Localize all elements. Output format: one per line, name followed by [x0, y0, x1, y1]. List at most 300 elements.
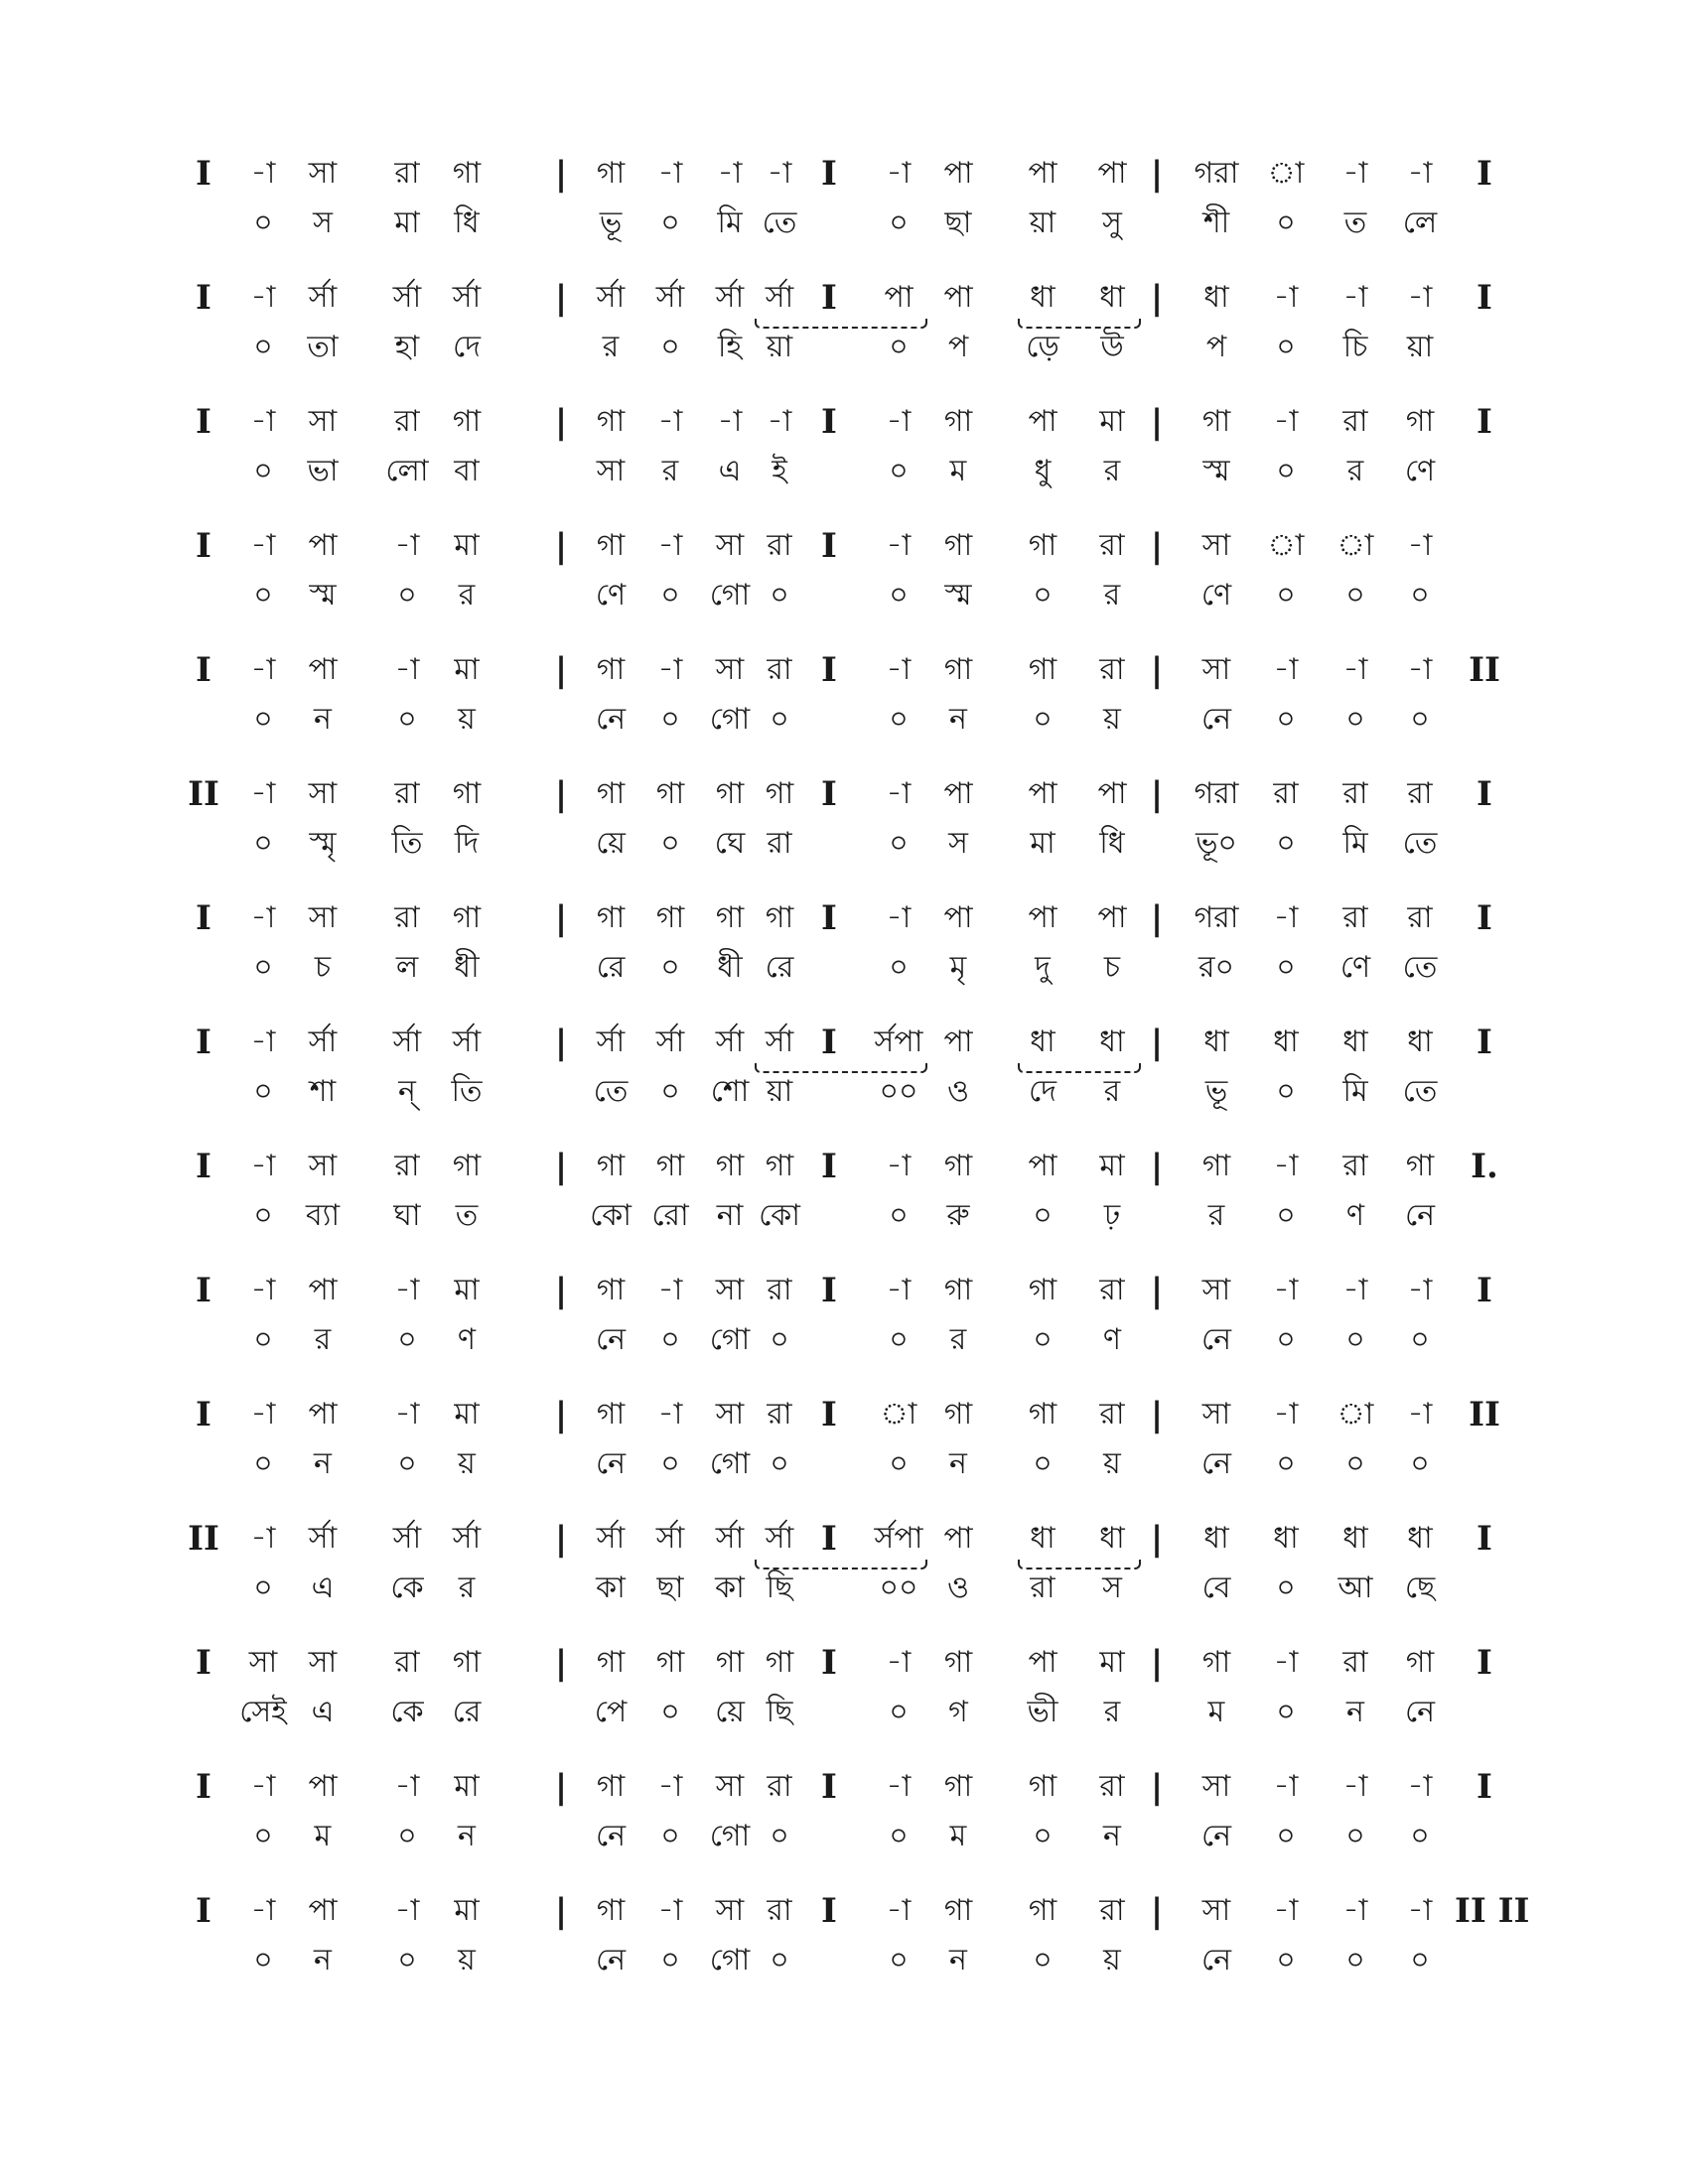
swara-note: গা [1405, 1149, 1435, 1183]
lyric-syllable: ০ [1345, 1446, 1365, 1481]
lyric-syllable: কা [596, 1570, 626, 1605]
swara-note: -া [250, 652, 276, 687]
swara-note: -া [886, 156, 912, 191]
swara-note: ধা [1342, 1521, 1368, 1556]
swara-note: -া [1407, 280, 1433, 315]
lyric-syllable: নে [1200, 702, 1232, 737]
swara-note: -া [1407, 652, 1433, 687]
lyric-syllable: ০ [1276, 205, 1296, 240]
lyric-syllable: গো [709, 702, 751, 737]
swara-note: র্সা [655, 280, 685, 315]
lyric-syllable: শো [710, 1074, 750, 1109]
swara-note: গা [765, 776, 794, 811]
lyric-syllable: নে [1200, 1322, 1232, 1357]
swara-note: -া [250, 1521, 276, 1556]
swara-note: গা [1201, 404, 1231, 439]
swara-note: ধা [1203, 1521, 1229, 1556]
swara-note: -া [1273, 652, 1299, 687]
lyric-syllable: সেই [239, 1695, 287, 1729]
bar-line: I [196, 1271, 211, 1310]
swara-note: র্সা [308, 280, 338, 315]
lyric-syllable: র [458, 578, 476, 613]
lyric-syllable: ত [1343, 205, 1367, 240]
swara-note: -া [886, 528, 912, 563]
swara-note: পা [1028, 1645, 1057, 1680]
lyric-syllable: ০ [770, 702, 789, 737]
lyric-syllable: র [1207, 1198, 1225, 1233]
swara-note: মা [454, 1273, 480, 1307]
swara-row [0, 1142, 1688, 1191]
swara-note: রা [767, 1397, 792, 1432]
lyric-syllable: য় [1103, 702, 1121, 737]
bar-line: I [196, 1767, 211, 1807]
bar-line: I [196, 1643, 211, 1683]
lyric-syllable: কো [759, 1198, 800, 1233]
swara-note: সা [715, 652, 745, 687]
lyric-syllable: তা [307, 330, 339, 364]
lyric-syllable: ণ [457, 1322, 477, 1357]
swara-note: -া [394, 1769, 420, 1804]
lyric-syllable: না [716, 1198, 744, 1233]
lyric-syllable: তি [391, 826, 423, 861]
swara-note: মা [454, 652, 480, 687]
bar-line: I [1477, 1023, 1492, 1062]
bar-line: I [196, 1147, 211, 1186]
lyric-syllable: ভূ [1204, 1074, 1228, 1109]
lyric-syllable: ল [395, 950, 419, 985]
swara-note: গা [452, 776, 482, 811]
swara-note: গা [1405, 404, 1435, 439]
lyric-syllable: ০০ [879, 1074, 918, 1109]
swara-note: গা [1405, 1645, 1435, 1680]
swara-note: গা [596, 1273, 626, 1307]
swara-note: ধা [1099, 1521, 1125, 1556]
swara-note: র্সা [715, 280, 745, 315]
swara-note: -া [1273, 1273, 1299, 1307]
lyric-syllable: লো [385, 454, 429, 488]
lyric-syllable: ০ [253, 950, 273, 985]
swara-note: রা [1342, 1149, 1368, 1183]
swara-note: পা [308, 1893, 338, 1928]
lyric-syllable: ০ [397, 702, 417, 737]
lyric-syllable: নে [595, 1943, 627, 1978]
lyric-syllable: ম [949, 454, 967, 488]
lyric-syllable: এ [311, 1695, 335, 1729]
swara-note: -া [1273, 1769, 1299, 1804]
swara-note: -া [1273, 1645, 1299, 1680]
notation-line [0, 273, 1688, 382]
lyric-syllable: র [1103, 1074, 1121, 1109]
swara-note: র্সা [596, 1024, 626, 1059]
bar-line: | [554, 526, 568, 566]
bar-line: I [821, 526, 837, 566]
bar-line: II [188, 1519, 219, 1559]
bar-line: I [821, 1767, 837, 1807]
swara-note: গা [765, 1645, 794, 1680]
swara-note: -া [1273, 404, 1299, 439]
swara-note: া [880, 1397, 917, 1432]
swara-note: -া [394, 1893, 420, 1928]
swara-note: পা [1097, 900, 1127, 935]
swara-note: সা [715, 1397, 745, 1432]
lyric-syllable: তি [451, 1074, 483, 1109]
swara-note: গা [1028, 1397, 1057, 1432]
lyric-syllable: ন [949, 702, 967, 737]
swara-note: গা [943, 1397, 973, 1432]
lyric-syllable: ম [949, 1819, 967, 1853]
swara-note: গা [1028, 528, 1057, 563]
lyric-syllable: দি [454, 826, 480, 861]
notation-line [0, 397, 1688, 506]
lyric-syllable: দে [453, 330, 481, 364]
notation-line [0, 1886, 1688, 1995]
lyric-syllable: ণ [1102, 1322, 1122, 1357]
lyric-syllable: রা [1030, 1570, 1055, 1605]
lyric-syllable: ছা [656, 1570, 684, 1605]
lyric-syllable: শী [1202, 205, 1230, 240]
swara-note: গা [943, 1893, 973, 1928]
lyric-row [0, 1315, 1688, 1365]
lyric-syllable: ০ [1276, 826, 1296, 861]
swara-row [0, 1886, 1688, 1936]
lyric-syllable: ০ [1410, 1819, 1430, 1853]
lyric-syllable: ০ [660, 1074, 680, 1109]
swara-note: রা [1407, 900, 1433, 935]
swara-note: -া [1407, 156, 1433, 191]
lyric-syllable: ০ [660, 1943, 680, 1978]
swara-note: গা [655, 1149, 685, 1183]
lyric-syllable: ০ [660, 950, 680, 985]
swara-note: পা [1028, 900, 1057, 935]
lyric-syllable: ০ [660, 1322, 680, 1357]
bar-line: I [821, 1147, 837, 1186]
lyric-row [0, 199, 1688, 248]
lyric-syllable: ও [946, 1074, 970, 1109]
swara-note: -া [1342, 652, 1368, 687]
lyric-syllable: ন [314, 702, 332, 737]
lyric-syllable: সা [596, 454, 626, 488]
lyric-syllable: ০ [889, 205, 909, 240]
swara-note: -া [657, 1397, 683, 1432]
lyric-syllable: ০ [1276, 702, 1296, 737]
lyric-syllable: ০ [889, 1446, 909, 1481]
swara-note: ধা [1407, 1024, 1433, 1059]
lyric-syllable: ভী [1027, 1695, 1058, 1729]
lyric-syllable: চ [1103, 950, 1121, 985]
swara-note: র্সা [765, 280, 794, 315]
swara-note: -া [250, 404, 276, 439]
lyric-syllable: স [313, 205, 333, 240]
swara-note: -া [250, 280, 276, 315]
swara-note: র্সপা [874, 1521, 923, 1556]
lyric-syllable: নে [595, 1446, 627, 1481]
swara-note: রা [767, 1273, 792, 1307]
bar-line: I [1477, 154, 1492, 194]
lyric-syllable: ভূ০ [1196, 826, 1237, 861]
swara-note: রা [1273, 776, 1299, 811]
lyric-syllable: য় [458, 702, 476, 737]
lyric-syllable: ন [949, 1943, 967, 1978]
lyric-syllable: চ [314, 950, 332, 985]
lyric-syllable: প [947, 330, 969, 364]
lyric-syllable: য়া [766, 1074, 793, 1109]
swara-note: -া [394, 528, 420, 563]
swara-note: গা [715, 900, 745, 935]
lyric-syllable: ণে [595, 578, 627, 613]
bar-line: II II [1455, 1891, 1530, 1931]
lyric-syllable: র [1103, 1695, 1121, 1729]
swara-note: -া [1407, 1397, 1433, 1432]
swara-note: -া [717, 404, 743, 439]
lyric-syllable: রে [452, 1695, 482, 1729]
swara-note: রা [394, 156, 420, 191]
swara-note: -া [886, 1149, 912, 1183]
bar-line: | [1150, 1271, 1164, 1310]
lyric-syllable: স্মৃ [309, 826, 337, 861]
bar-line: I [1477, 898, 1492, 938]
swara-note: পা [943, 1024, 973, 1059]
swara-note: রা [394, 900, 420, 935]
swara-note: রা [1099, 1893, 1125, 1928]
bar-line: I. [1471, 1147, 1498, 1186]
lyric-syllable: য়া [766, 330, 793, 364]
lyric-syllable: ০ [660, 1446, 680, 1481]
lyric-syllable: বে [1201, 1570, 1231, 1605]
swara-note: মা [454, 1397, 480, 1432]
bar-line: I [196, 526, 211, 566]
swara-note: গা [1028, 1769, 1057, 1804]
lyric-syllable: ০ [660, 330, 680, 364]
bar-line: | [554, 1395, 568, 1434]
lyric-syllable: ০ [889, 454, 909, 488]
swara-note: গা [655, 1645, 685, 1680]
bar-line: I [1477, 1271, 1492, 1310]
bar-line: | [554, 1147, 568, 1186]
lyric-syllable: ০ [770, 1819, 789, 1853]
bar-line: I [1477, 402, 1492, 442]
lyric-syllable: ০ [889, 950, 909, 985]
swara-note: র্সা [452, 1521, 482, 1556]
lyric-syllable: মি [717, 205, 743, 240]
lyric-syllable: গো [709, 1446, 751, 1481]
bar-line: I [196, 154, 211, 194]
lyric-row [0, 1688, 1688, 1737]
bar-line: I [196, 278, 211, 318]
lyric-row [0, 447, 1688, 496]
lyric-syllable: ০ [253, 1570, 273, 1605]
swara-note: -া [886, 776, 912, 811]
swara-note: -া [250, 1273, 276, 1307]
lyric-syllable: ০ [660, 578, 680, 613]
swara-note: পা [1028, 776, 1057, 811]
lyric-syllable: র [1103, 454, 1121, 488]
lyric-syllable: চি [1342, 330, 1368, 364]
lyric-syllable: ছা [944, 205, 972, 240]
lyric-syllable: য় [1103, 1446, 1121, 1481]
swara-note: র্সা [452, 1024, 482, 1059]
swara-note: গা [943, 528, 973, 563]
swara-note: -া [1342, 1273, 1368, 1307]
lyric-syllable: ০ [397, 1943, 417, 1978]
lyric-syllable: ০ [253, 330, 273, 364]
lyric-syllable: গ [948, 1695, 968, 1729]
lyric-syllable: রে [596, 950, 626, 985]
lyric-syllable: ০ [1276, 454, 1296, 488]
lyric-syllable: র [314, 1322, 332, 1357]
lyric-syllable: ০ [1033, 1198, 1053, 1233]
swara-note: গা [596, 1769, 626, 1804]
swara-note: সা [308, 900, 338, 935]
lyric-syllable: ০ [660, 205, 680, 240]
lyric-syllable: ০ [1345, 702, 1365, 737]
lyric-syllable: লে [1402, 205, 1438, 240]
swara-note: রা [1342, 776, 1368, 811]
swara-note: -া [250, 528, 276, 563]
swara-row [0, 1390, 1688, 1439]
swara-note: গা [715, 776, 745, 811]
swara-note: মা [454, 1769, 480, 1804]
lyric-syllable: ০ [1276, 1819, 1296, 1853]
lyric-syllable: ০ [1345, 1943, 1365, 1978]
swara-note: পা [1028, 1149, 1057, 1183]
swara-note: -া [1273, 1397, 1299, 1432]
swara-note: র্সা [765, 1521, 794, 1556]
swara-note: -া [250, 1024, 276, 1059]
swara-note: -া [886, 1769, 912, 1804]
bar-line: | [554, 650, 568, 690]
bar-line: I [196, 402, 211, 442]
lyric-syllable: য়া [1406, 330, 1434, 364]
lyric-syllable: কে [390, 1695, 424, 1729]
lyric-syllable: আ [1337, 1570, 1373, 1605]
swara-note: -া [250, 1893, 276, 1928]
swara-row [0, 1762, 1688, 1812]
lyric-syllable: তে [593, 1074, 629, 1109]
swara-note: গা [1028, 652, 1057, 687]
swara-note: গা [943, 404, 973, 439]
swara-note: গা [596, 1645, 626, 1680]
swara-note: -া [1342, 156, 1368, 191]
bar-line: | [1150, 278, 1164, 318]
swara-note: -া [394, 652, 420, 687]
swara-note: গা [655, 776, 685, 811]
lyric-syllable: ০ [1276, 950, 1296, 985]
lyric-syllable: ০ [889, 578, 909, 613]
swara-note: মা [1099, 1149, 1125, 1183]
lyric-syllable: নে [595, 702, 627, 737]
bar-line: | [554, 1767, 568, 1807]
swara-note: মা [454, 528, 480, 563]
swara-note: গা [596, 652, 626, 687]
lyric-syllable: ০ [1033, 578, 1053, 613]
bar-line: | [1150, 650, 1164, 690]
lyric-syllable: র [949, 1322, 967, 1357]
swara-note: পা [308, 652, 338, 687]
swara-note: সা [715, 1893, 745, 1928]
lyric-row [0, 1439, 1688, 1489]
swara-row [0, 1638, 1688, 1688]
swara-note: র্সা [392, 280, 422, 315]
bar-line: I [196, 1023, 211, 1062]
lyric-syllable: য়ে [715, 1695, 745, 1729]
bar-line: I [821, 278, 837, 318]
bar-line: I [1477, 1767, 1492, 1807]
swara-note: -া [1273, 1893, 1299, 1928]
lyric-row [0, 1191, 1688, 1241]
lyric-syllable: ম [1207, 1695, 1225, 1729]
lyric-syllable: স্ম [309, 578, 337, 613]
swara-note: গা [596, 1397, 626, 1432]
lyric-syllable: মা [394, 205, 420, 240]
lyric-syllable: তে [1402, 950, 1438, 985]
lyric-syllable: ০ [1276, 1074, 1296, 1109]
lyric-syllable: ০ [397, 1322, 417, 1357]
swara-note: গা [765, 900, 794, 935]
swara-note: -া [657, 156, 683, 191]
swara-note: গা [943, 1149, 973, 1183]
lyric-row [0, 1067, 1688, 1117]
lyric-syllable: ঢ় [1103, 1198, 1121, 1233]
lyric-syllable: নে [1404, 1198, 1436, 1233]
swara-note: -া [886, 1273, 912, 1307]
lyric-syllable: ০ [1276, 578, 1296, 613]
swara-note: গা [1028, 1273, 1057, 1307]
lyric-syllable: ০ [1410, 1322, 1430, 1357]
swara-note: -া [250, 1397, 276, 1432]
bar-line: | [1150, 1023, 1164, 1062]
notation-line [0, 769, 1688, 879]
swara-note: -া [394, 1273, 420, 1307]
swara-note: পা [1097, 156, 1127, 191]
bar-line: | [554, 1891, 568, 1931]
swara-note: রা [394, 776, 420, 811]
lyric-row [0, 1564, 1688, 1613]
lyric-syllable: য় [458, 1446, 476, 1481]
bar-line: | [1150, 774, 1164, 814]
swara-note: গরা [1194, 156, 1239, 191]
swara-note: -া [886, 1893, 912, 1928]
bar-line: | [554, 1023, 568, 1062]
lyric-syllable: ০ [889, 1322, 909, 1357]
lyric-syllable: তে [1402, 826, 1438, 861]
bar-line: I [821, 1643, 837, 1683]
swara-note: -া [250, 776, 276, 811]
lyric-syllable: নে [1200, 1819, 1232, 1853]
notation-line [0, 645, 1688, 754]
lyric-syllable: ০ [1276, 1198, 1296, 1233]
lyric-syllable: ছে [1404, 1570, 1436, 1605]
swara-note: -া [1273, 280, 1299, 315]
lyric-syllable: ০ [889, 702, 909, 737]
lyric-syllable: ধী [717, 950, 743, 985]
lyric-syllable: ন [458, 1819, 476, 1853]
swara-row [0, 273, 1688, 323]
lyric-syllable: ০ [889, 1943, 909, 1978]
lyric-syllable: ০ [253, 205, 273, 240]
notation-line [0, 1762, 1688, 1871]
bar-line: II [1469, 1395, 1500, 1434]
swara-note: -া [886, 404, 912, 439]
bar-line: | [1150, 898, 1164, 938]
bar-line: I [196, 1891, 211, 1931]
swara-note: গা [452, 156, 482, 191]
lyric-syllable: র [661, 454, 679, 488]
swara-note: ধা [1273, 1521, 1299, 1556]
lyric-syllable: মি [1342, 826, 1368, 861]
swara-note: সা [715, 1769, 745, 1804]
lyric-syllable: ০ [770, 1322, 789, 1357]
lyric-syllable: ০ [1410, 1446, 1430, 1481]
